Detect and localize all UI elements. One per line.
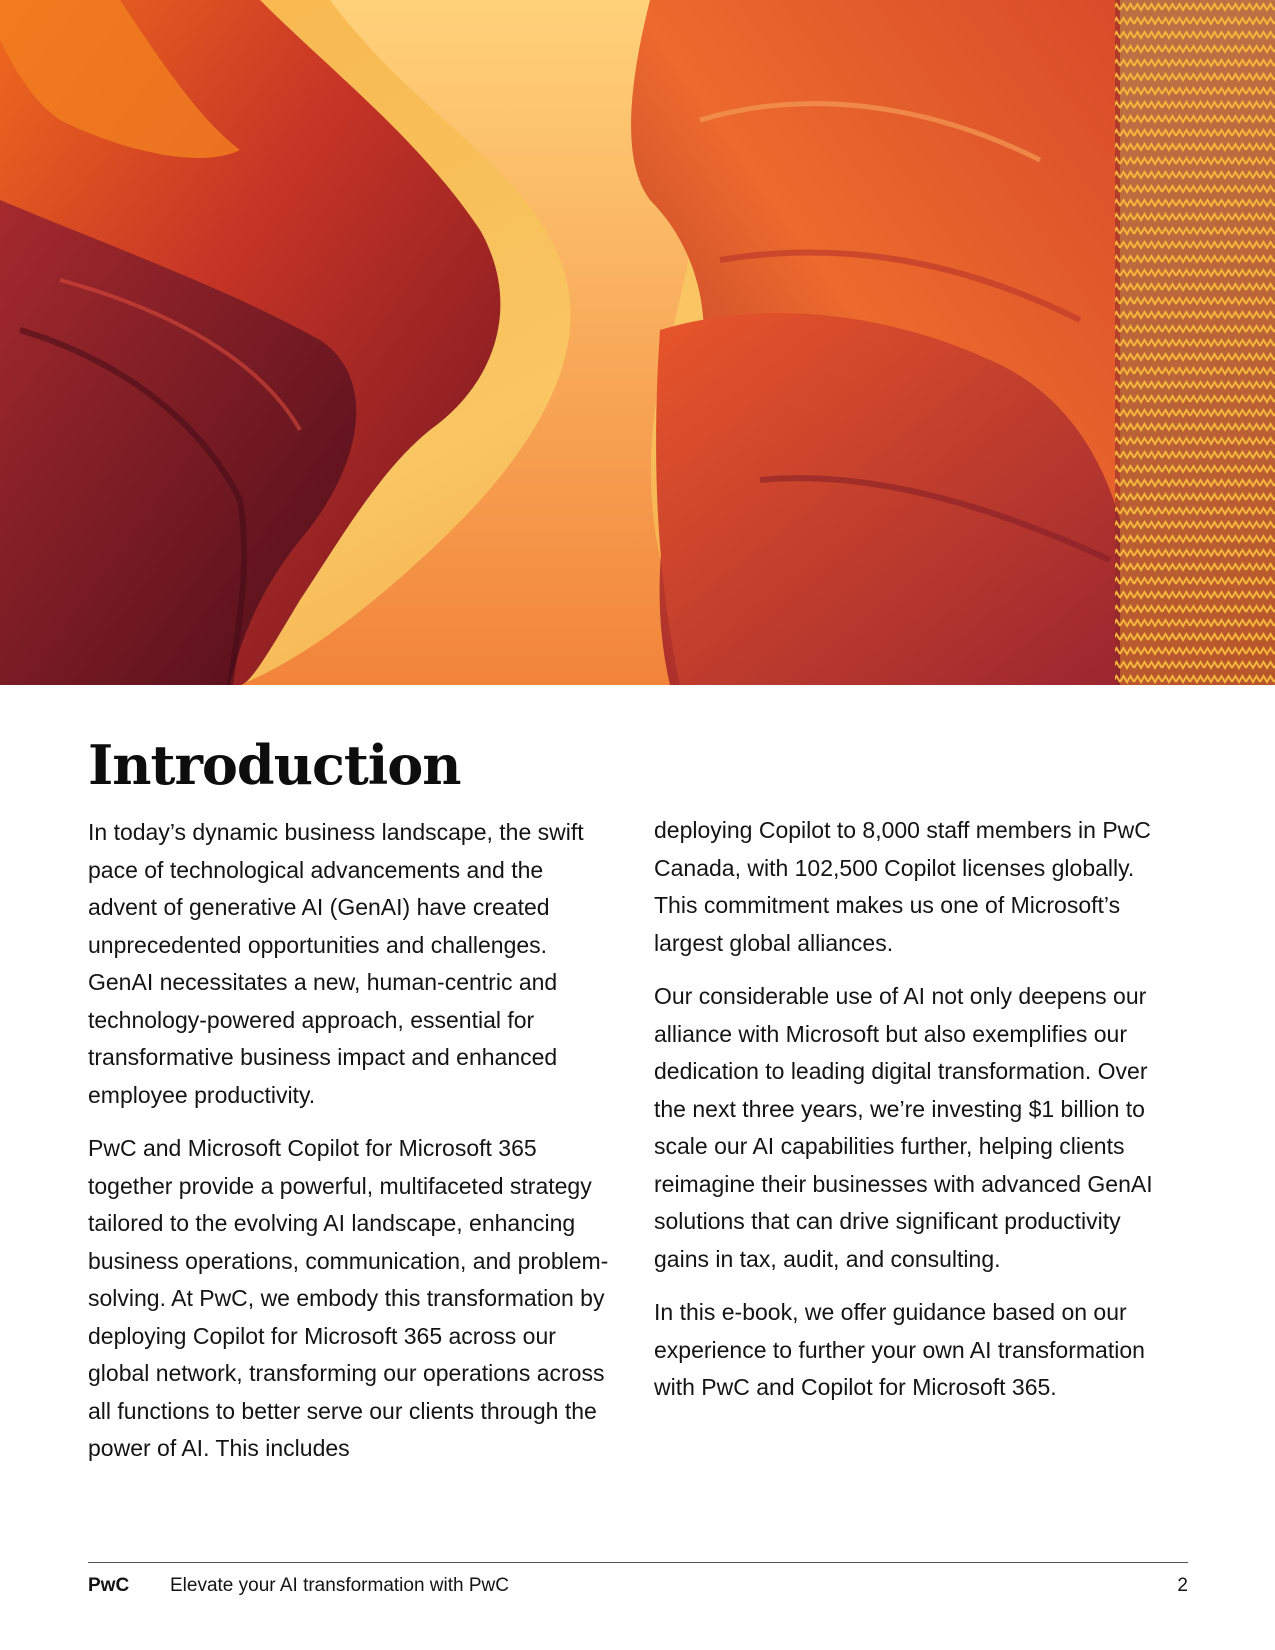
footer-brand: PwC	[88, 1575, 130, 1596]
canyon-rock-photo	[0, 0, 1275, 685]
left-column	[88, 814, 613, 1484]
paragraph: Our considerable use of AI not only deepens our alliance with Microsoft but also exemplifies our dedication to leading digital transformation. Over the next three years, we’re investing $1 billion to scale our AI capabilities further, helping clients reimagine their businesses with advanced GenAI solutions that can drive significant productivity gains in tax, audit, and consulting.	[654, 983, 1153, 1272]
page-title: Introduction	[88, 733, 461, 797]
hero-image	[0, 0, 1275, 685]
footer-doc-title: Elevate your AI transformation with PwC	[170, 1575, 509, 1596]
page-number: 2	[1177, 1575, 1188, 1596]
paragraph: In this e-book, we offer guidance based on our experience to further your own AI transformation with PwC and Copilot for Microsoft 365.	[654, 1299, 1145, 1400]
paragraph: PwC and Microsoft Copilot for Microsoft 365 together provide a powerful, multifaceted strategy tailored to the evolving AI landscape, enhancing business operations, communication, and problem-solving. At PwC, we embody this transformation by deploying Copilot for Microsoft 365 across our global network, transforming our operations across all functions to better serve our clients through the power of AI. This includes	[88, 1135, 609, 1461]
page-footer	[88, 1562, 1188, 1597]
right-column	[654, 812, 1174, 1423]
zigzag-pattern	[1115, 0, 1275, 685]
paragraph: deploying Copilot to 8,000 staff members in PwC Canada, with 102,500 Copilot licenses globally. This commitment makes us one of Microsoft’s largest global alliances.	[654, 817, 1151, 956]
paragraph: In today’s dynamic business landscape, the swift pace of technological advancements and the advent of generative AI (GenAI) have created unprecedented opportunities and challenges. GenAI necessitates a new, human-centric and technology-powered approach, essential for transformative business impact and enhanced employee productivity.	[88, 819, 584, 1108]
